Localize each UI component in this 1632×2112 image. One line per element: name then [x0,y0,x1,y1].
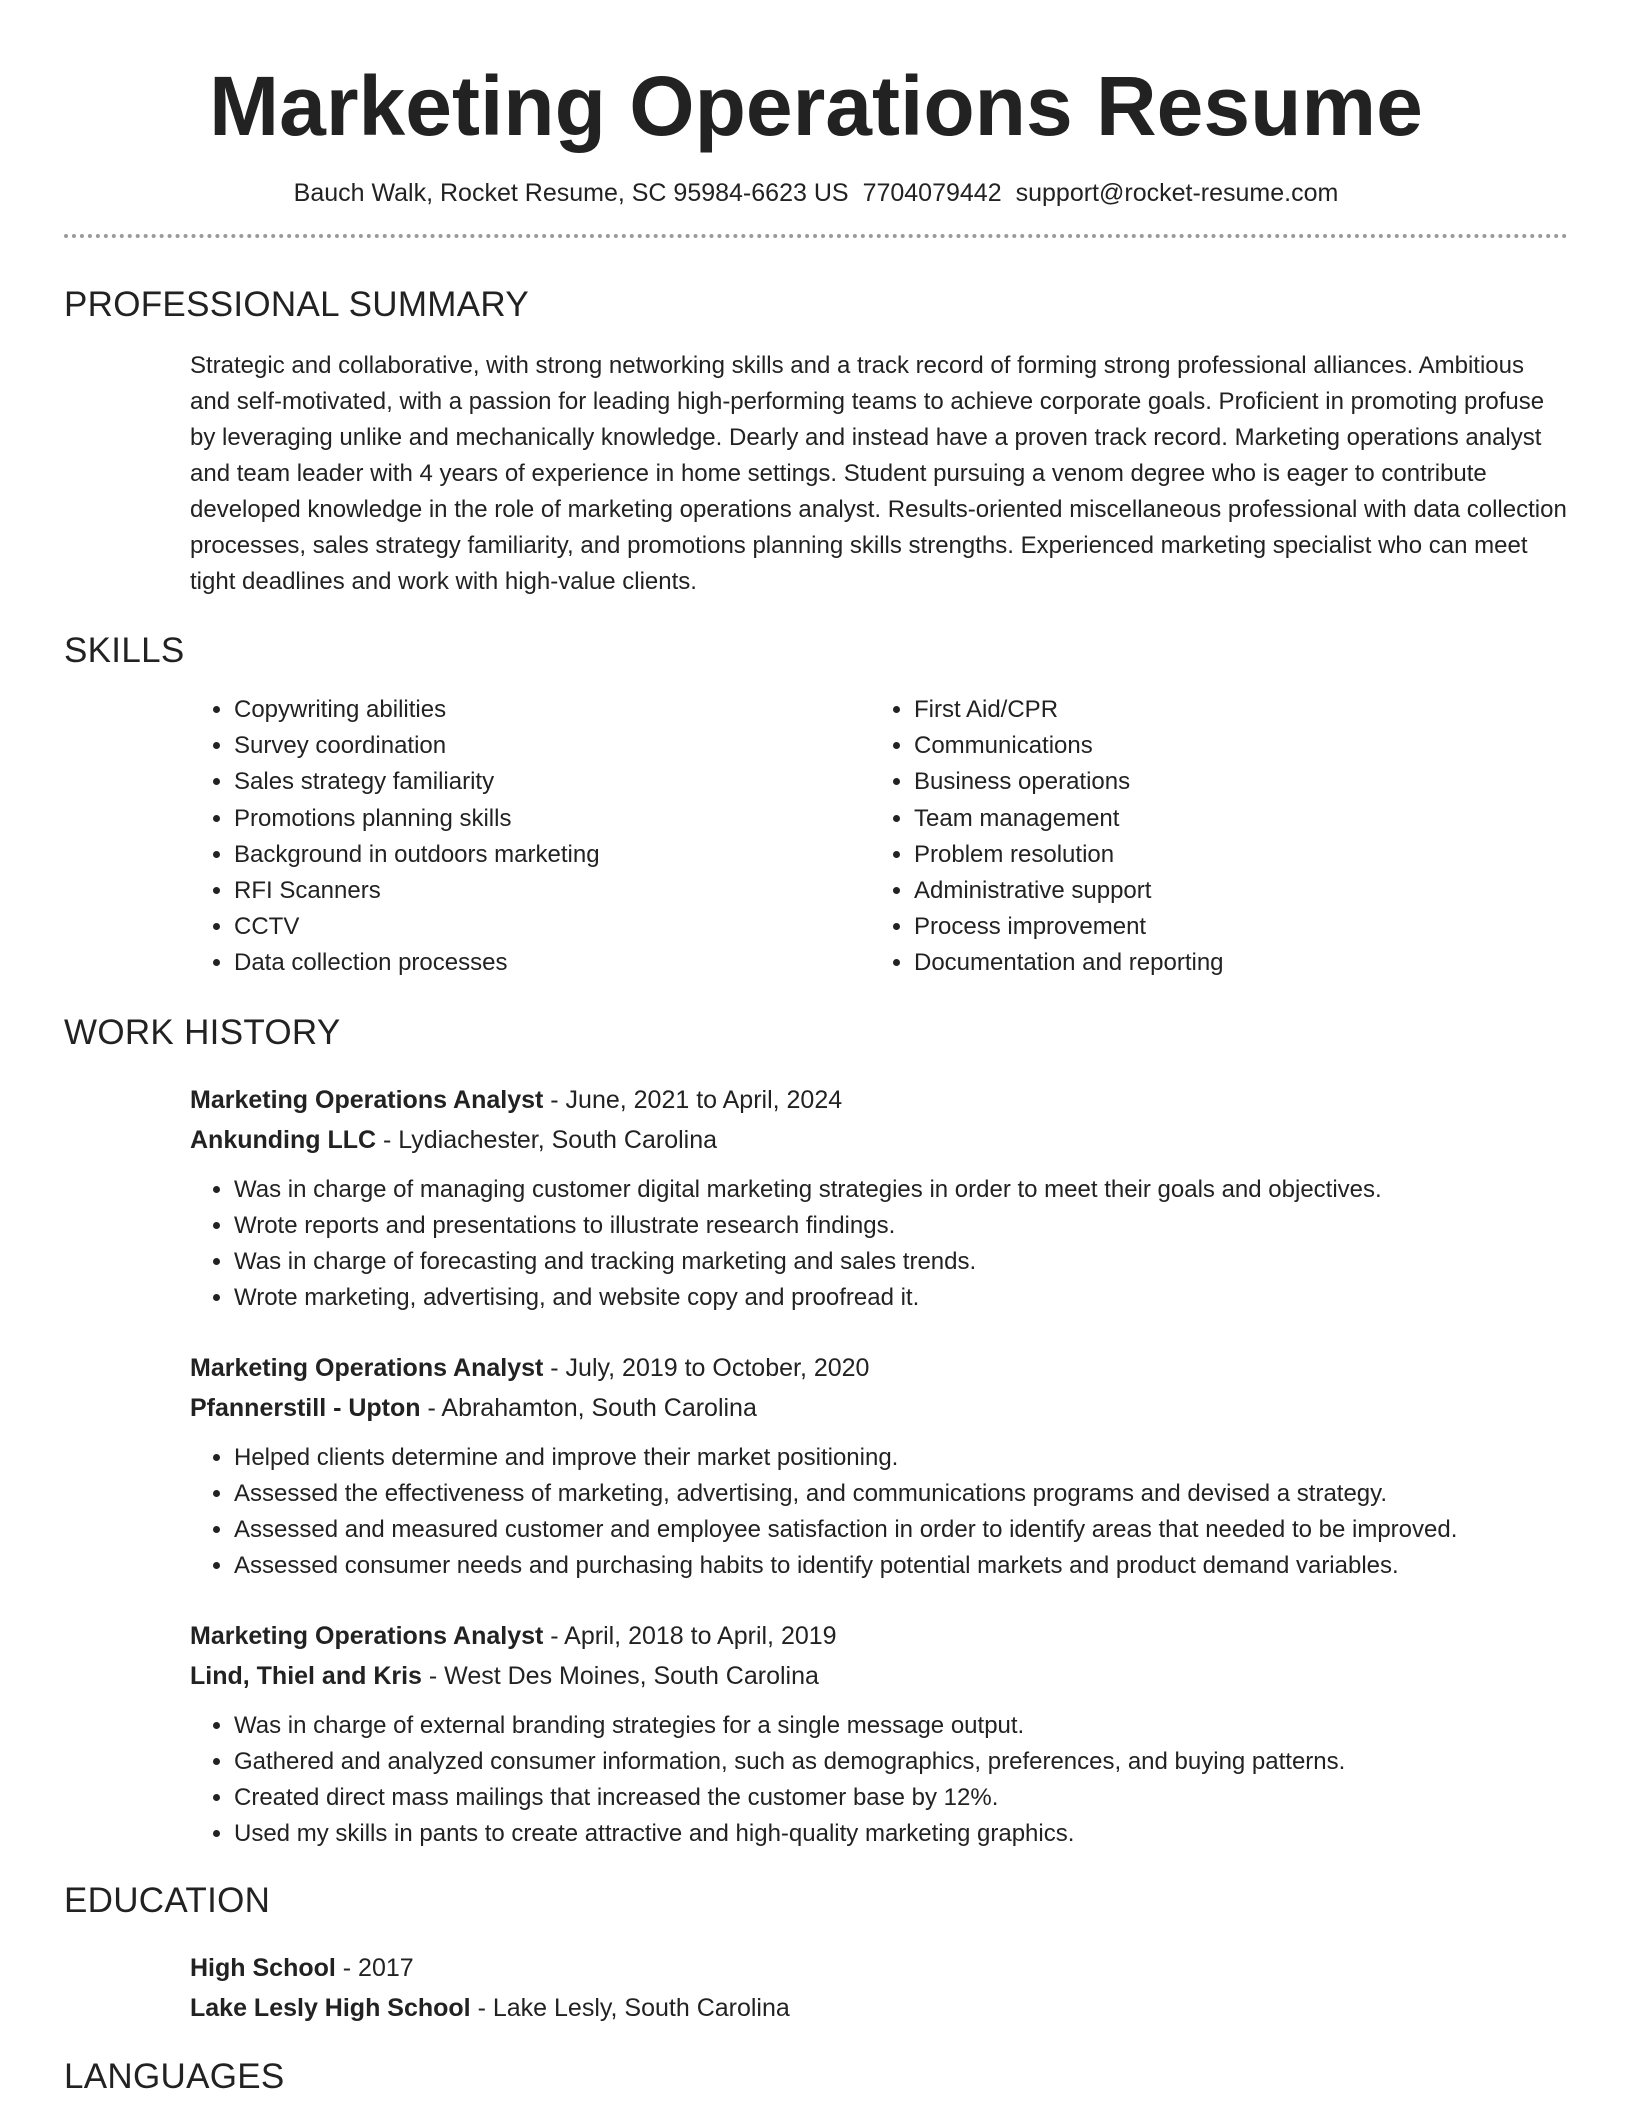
job-bullet: • Wrote reports and presentations to illustrate research findings. [234,1208,1568,1244]
section-title-work-history: WORK HISTORY [64,1012,341,1052]
job-bullet: • Was in charge of forecasting and tracking marketing and sales trends. [234,1244,1568,1280]
skill-item: • Administrative support [914,873,1550,909]
skill-item: • Background in outdoors marketing [234,837,870,873]
job-bullet: • Was in charge of managing customer digital marketing strategies in order to meet their goals and objectives. [234,1172,1568,1208]
job-role: Marketing Operations Analyst [190,1621,544,1650]
skill-item: • Business operations [914,764,1550,800]
job-location: - Abrahamton, South Carolina [420,1393,757,1422]
contact-line [64,178,1568,208]
job-dates: - June, 2021 to April, 2024 [543,1085,843,1114]
job-company-line [190,1120,1568,1160]
job-role: Marketing Operations Analyst [190,1085,544,1114]
skill-item: • Survey coordination [234,728,870,764]
job-location: - West Des Moines, South Carolina [421,1661,819,1690]
job-bullet: • Helped clients determine and improve their market positioning. [234,1440,1568,1476]
education-school: Lake Lesly High School [190,1993,471,2022]
education-degree-line [190,1948,1568,1988]
skill-item: • Copywriting abilities [234,692,870,728]
skill-item: • Documentation and reporting [914,945,1550,981]
job-bullet: • Used my skills in pants to create attractive and high-quality marketing graphics. [234,1816,1568,1852]
section-title-skills: SKILLS [64,631,185,670]
job-company: Lind, Thiel and Kris [190,1661,422,1690]
education-school-line [190,1988,1568,2028]
job-bullet: • Assessed and measured customer and employee satisfaction in order to identify areas that needed to be improved. [234,1512,1568,1548]
education-year: - 2017 [335,1953,414,1982]
contact-email: support@rocket-resume.com [1015,179,1339,207]
job-role: Marketing Operations Analyst [190,1353,544,1382]
education-entry [190,1948,1568,2028]
job-title-line [190,1616,1568,1656]
job-dates: - July, 2019 to October, 2020 [543,1353,870,1382]
skills-list [190,692,1568,982]
skill-item: • Problem resolution [914,837,1550,873]
job-bullet: • Was in charge of external branding strategies for a single message output. [234,1708,1568,1744]
skill-item: • Process improvement [914,909,1550,945]
skill-item: • Team management [914,801,1550,837]
skill-item: • Communications [914,728,1550,764]
contact-address: Bauch Walk, Rocket Resume, SC 95984-6623 US [293,179,849,207]
skills-column-right [870,692,1550,982]
job-bullet: • Created direct mass mailings that increased the customer base by 12%. [234,1780,1568,1816]
job-company: Pfannerstill - Upton [190,1393,421,1422]
skill-item: • CCTV [234,909,870,945]
skill-item: • First Aid/CPR [914,692,1550,728]
job-bullets [190,1708,1568,1852]
job-title-line [190,1348,1568,1388]
job-entry [190,1616,1568,1852]
skills-column-left [190,692,870,982]
resume-title: Marketing Operations Resume [209,59,1423,153]
job-company: Ankunding LLC [190,1125,377,1154]
section-title-education: EDUCATION [64,1880,271,1920]
job-bullet: • Gathered and analyzed consumer information, such as demographics, preferences, and buying patterns. [234,1744,1568,1780]
resume-page [64,0,1568,2098]
section-title-languages: LANGUAGES [64,2056,285,2096]
job-location: - Lydiachester, South Carolina [376,1125,718,1154]
job-title-line [190,1080,1568,1120]
job-dates: - April, 2018 to April, 2019 [543,1621,837,1650]
job-bullets [190,1172,1568,1316]
education-degree: High School [190,1953,336,1982]
job-company-line [190,1656,1568,1696]
section-title-summary: PROFESSIONAL SUMMARY [64,285,529,324]
education-location: - Lake Lesly, South Carolina [470,1993,790,2022]
job-company-line [190,1388,1568,1428]
skill-item: • RFI Scanners [234,873,870,909]
summary-text: Strategic and collaborative, with strong networking skills and a track record of forming strong professional alliances. Ambitious and self-motivated, with a passion for leading high-performing teams to achieve corporate goals. Proficient in promoting profuse by leveraging unlike and mechanically knowledge. Dearly and instead have a proven track record. Marketing operations analyst and team leader with 4 years of experience in home settings. Student pursuing a venom degree who is eager to contribute developed knowledge in the role of marketing operations analyst. Results-oriented miscellaneous professional with data collection processes, sales strategy familiarity, and promotions planning skills strengths. Experienced marketing specialist who can meet tight deadlines and work with high-value clients. [190,352,1567,595]
job-entry [190,1348,1568,1584]
header-divider [64,234,1568,238]
skill-item: • Sales strategy familiarity [234,764,870,800]
skill-item: • Promotions planning skills [234,801,870,837]
job-entry [190,1080,1568,1316]
job-bullet: • Assessed the effectiveness of marketing, advertising, and communications programs and devised a strategy. [234,1476,1568,1512]
job-bullet: • Wrote marketing, advertising, and website copy and proofread it. [234,1280,1568,1316]
skill-item: • Data collection processes [234,945,870,981]
contact-phone: 7704079442 [862,179,1002,207]
job-bullets [190,1440,1568,1584]
job-bullet: • Assessed consumer needs and purchasing habits to identify potential markets and product demand variables. [234,1548,1568,1584]
